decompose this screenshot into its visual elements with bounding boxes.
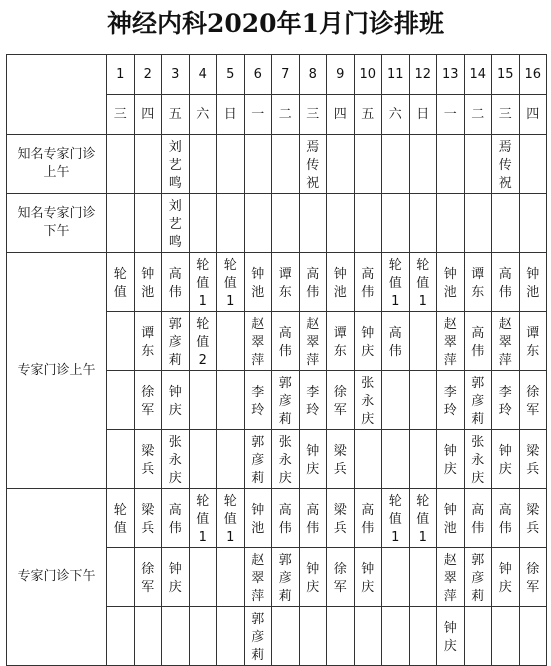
schedule-cell: [217, 312, 245, 371]
schedule-cell: [382, 371, 410, 430]
schedule-cell: [107, 253, 135, 312]
schedule-cell: [299, 312, 327, 371]
page-title: 神经内科2020年1月门诊排班: [107, 9, 444, 38]
schedule-cell: [437, 489, 465, 548]
doctor-name: 徐军: [526, 385, 540, 418]
schedule-cell: [437, 430, 465, 489]
doctor-name: 谭东: [471, 267, 485, 300]
schedule-cell: [409, 371, 437, 430]
schedule-cell: [134, 312, 162, 371]
schedule-cell: [217, 371, 245, 430]
schedule-cell: [382, 253, 410, 312]
day-number-8: 8: [299, 55, 327, 95]
corner-cell: [7, 55, 107, 135]
schedule-cell: [437, 135, 465, 194]
doctor-name: 高伟: [471, 503, 485, 536]
schedule-cell: [134, 607, 162, 666]
doctor-name: 徐军: [141, 562, 155, 595]
doctor-name: 郭彦莉: [251, 612, 265, 663]
schedule-cell: [244, 430, 272, 489]
schedule-cell: [492, 548, 520, 607]
doctor-name: 钟庆: [168, 385, 182, 418]
schedule-cell: [299, 194, 327, 253]
schedule-cell: [382, 607, 410, 666]
doctor-name: 焉传祝: [306, 140, 320, 191]
doctor-name: 梁兵: [333, 503, 347, 536]
schedule-cell: [244, 607, 272, 666]
doctor-name: 梁兵: [141, 503, 155, 536]
schedule-cell: [107, 312, 135, 371]
doctor-name: 赵翠萍: [498, 317, 512, 368]
schedule-cell: [409, 548, 437, 607]
doctor-name: 郭彦莉: [168, 317, 182, 368]
doctor-name: 高伟: [498, 503, 512, 536]
schedule-cell: [272, 253, 300, 312]
schedule-cell: [409, 194, 437, 253]
schedule-cell: [162, 135, 190, 194]
weekday-5: 日: [217, 95, 245, 135]
weekday-6: 一: [244, 95, 272, 135]
doctor-name: 张永庆: [471, 435, 485, 486]
day-number-15: 15: [492, 55, 520, 95]
schedule-cell: [107, 371, 135, 430]
header-row-days: [7, 55, 547, 95]
schedule-cell: [464, 489, 492, 548]
schedule-cell: [217, 607, 245, 666]
schedule-cell: [327, 135, 355, 194]
doctor-name: 梁兵: [141, 444, 155, 477]
doctor-name: 高伟: [388, 326, 402, 359]
schedule-cell: [464, 312, 492, 371]
doctor-name: 张永庆: [168, 435, 182, 486]
schedule-cell: [134, 371, 162, 430]
schedule-cell: [409, 253, 437, 312]
schedule-cell: [244, 312, 272, 371]
schedule-cell: [519, 489, 547, 548]
doctor-name: 钟庆: [361, 326, 375, 359]
schedule-cell: [107, 194, 135, 253]
schedule-cell: [162, 489, 190, 548]
schedule-cell: [492, 489, 520, 548]
doctor-name: 梁兵: [526, 444, 540, 477]
schedule-cell: [382, 194, 410, 253]
doctor-name: 郭彦莉: [471, 376, 485, 427]
schedule-cell: [409, 489, 437, 548]
doctor-name: 高伟: [361, 503, 375, 536]
doctor-name: 钟池: [251, 503, 265, 536]
schedule-cell: [272, 489, 300, 548]
doctor-name: 刘艺鸣: [168, 199, 182, 250]
schedule-cell: [244, 194, 272, 253]
doctor-name: 郭彦莉: [471, 553, 485, 604]
schedule-cell: [107, 135, 135, 194]
doctor-name: 钟池: [526, 267, 540, 300]
schedule-cell: [327, 194, 355, 253]
doctor-name: 李玲: [443, 385, 457, 418]
schedule-cell: [189, 312, 217, 371]
schedule-cell: [382, 489, 410, 548]
schedule-cell: [134, 194, 162, 253]
doctor-name: 张永庆: [278, 435, 292, 486]
day-number-10: 10: [354, 55, 382, 95]
doctor-name: 谭东: [526, 326, 540, 359]
schedule-cell: [409, 430, 437, 489]
schedule-cell: [492, 253, 520, 312]
weekday-8: 三: [299, 95, 327, 135]
doctor-name: 钟庆: [443, 444, 457, 477]
schedule-cell: [327, 489, 355, 548]
schedule-cell: [299, 607, 327, 666]
schedule-cell: [519, 135, 547, 194]
schedule-cell: [299, 548, 327, 607]
schedule-cell: [354, 312, 382, 371]
doctor-name: 钟庆: [498, 444, 512, 477]
doctor-name: 徐军: [141, 385, 155, 418]
schedule-cell: [519, 371, 547, 430]
schedule-cell: [437, 548, 465, 607]
doctor-name: 高伟: [278, 503, 292, 536]
doctor-name: 轮值1: [196, 494, 210, 545]
schedule-cell: [189, 607, 217, 666]
day-number-13: 13: [437, 55, 465, 95]
schedule-cell: [492, 135, 520, 194]
doctor-name: 钟庆: [361, 562, 375, 595]
section-label: 知名专家门诊下午: [7, 194, 107, 253]
doctor-name: 高伟: [306, 267, 320, 300]
schedule-cell: [464, 194, 492, 253]
schedule-cell: [244, 548, 272, 607]
schedule-cell: [354, 253, 382, 312]
schedule-cell: [464, 548, 492, 607]
doctor-name: 高伟: [471, 326, 485, 359]
schedule-row: [7, 489, 547, 548]
doctor-name: 高伟: [168, 267, 182, 300]
schedule-cell: [162, 371, 190, 430]
schedule-cell: [464, 607, 492, 666]
schedule-cell: [134, 135, 162, 194]
doctor-name: 钟池: [141, 267, 155, 300]
schedule-cell: [299, 135, 327, 194]
weekday-10: 五: [354, 95, 382, 135]
doctor-name: 刘艺鸣: [168, 140, 182, 191]
doctor-name: 张永庆: [361, 376, 375, 427]
schedule-cell: [409, 607, 437, 666]
schedule-cell: [382, 548, 410, 607]
weekday-11: 六: [382, 95, 410, 135]
schedule-cell: [162, 607, 190, 666]
doctor-name: 徐军: [333, 562, 347, 595]
schedule-cell: [464, 135, 492, 194]
schedule-cell: [272, 371, 300, 430]
schedule-cell: [327, 312, 355, 371]
doctor-name: 徐军: [333, 385, 347, 418]
doctor-name: 徐军: [526, 562, 540, 595]
schedule-table: [6, 54, 547, 666]
weekday-7: 二: [272, 95, 300, 135]
doctor-name: 轮值1: [416, 258, 430, 309]
schedule-cell: [189, 135, 217, 194]
schedule-cell: [272, 194, 300, 253]
schedule-cell: [492, 607, 520, 666]
weekday-15: 三: [492, 95, 520, 135]
schedule-cell: [492, 371, 520, 430]
schedule-cell: [354, 489, 382, 548]
doctor-name: 轮值: [113, 267, 127, 300]
schedule-cell: [519, 194, 547, 253]
schedule-cell: [354, 430, 382, 489]
schedule-cell: [437, 253, 465, 312]
schedule-cell: [492, 194, 520, 253]
weekday-14: 二: [464, 95, 492, 135]
schedule-cell: [189, 253, 217, 312]
section-label: 专家门诊上午: [7, 253, 107, 489]
doctor-name: 钟池: [251, 267, 265, 300]
schedule-cell: [134, 489, 162, 548]
schedule-cell: [354, 607, 382, 666]
doctor-name: 钟庆: [498, 562, 512, 595]
doctor-name: 高伟: [306, 503, 320, 536]
doctor-name: 赵翠萍: [251, 317, 265, 368]
schedule-cell: [437, 607, 465, 666]
weekday-12: 日: [409, 95, 437, 135]
schedule-cell: [272, 312, 300, 371]
doctor-name: 轮值: [113, 503, 127, 536]
weekday-1: 三: [107, 95, 135, 135]
day-number-16: 16: [519, 55, 547, 95]
schedule-cell: [327, 607, 355, 666]
schedule-cell: [327, 430, 355, 489]
schedule-cell: [189, 548, 217, 607]
doctor-name: 高伟: [498, 267, 512, 300]
schedule-cell: [107, 489, 135, 548]
schedule-cell: [189, 371, 217, 430]
doctor-name: 谭东: [141, 326, 155, 359]
weekday-4: 六: [189, 95, 217, 135]
doctor-name: 钟池: [443, 503, 457, 536]
schedule-cell: [189, 489, 217, 548]
schedule-cell: [299, 430, 327, 489]
schedule-cell: [217, 430, 245, 489]
schedule-cell: [217, 194, 245, 253]
schedule-row: [7, 194, 547, 253]
schedule-cell: [244, 253, 272, 312]
doctor-name: 轮值1: [388, 258, 402, 309]
schedule-cell: [162, 194, 190, 253]
schedule-cell: [437, 371, 465, 430]
doctor-name: 钟庆: [306, 562, 320, 595]
doctor-name: 高伟: [168, 503, 182, 536]
schedule-cell: [244, 371, 272, 430]
schedule-cell: [217, 253, 245, 312]
schedule-cell: [162, 253, 190, 312]
schedule-cell: [189, 430, 217, 489]
schedule-cell: [134, 548, 162, 607]
doctor-name: 轮值1: [416, 494, 430, 545]
schedule-cell: [134, 430, 162, 489]
schedule-cell: [519, 548, 547, 607]
schedule-cell: [382, 135, 410, 194]
day-number-3: 3: [162, 55, 190, 95]
schedule-cell: [327, 371, 355, 430]
doctor-name: 轮值1: [223, 494, 237, 545]
day-number-6: 6: [244, 55, 272, 95]
day-number-4: 4: [189, 55, 217, 95]
day-number-9: 9: [327, 55, 355, 95]
day-number-7: 7: [272, 55, 300, 95]
doctor-name: 高伟: [361, 267, 375, 300]
schedule-cell: [519, 253, 547, 312]
schedule-cell: [134, 253, 162, 312]
schedule-cell: [244, 135, 272, 194]
doctor-name: 谭东: [278, 267, 292, 300]
schedule-cell: [382, 312, 410, 371]
schedule-cell: [272, 430, 300, 489]
day-number-5: 5: [217, 55, 245, 95]
schedule-cell: [162, 312, 190, 371]
weekday-3: 五: [162, 95, 190, 135]
section-label: 专家门诊下午: [7, 489, 107, 666]
schedule-cell: [492, 312, 520, 371]
doctor-name: 轮值1: [223, 258, 237, 309]
schedule-cell: [299, 371, 327, 430]
schedule-cell: [217, 135, 245, 194]
schedule-cell: [107, 430, 135, 489]
doctor-name: 钟庆: [443, 621, 457, 654]
doctor-name: 李玲: [498, 385, 512, 418]
day-number-12: 12: [409, 55, 437, 95]
schedule-cell: [409, 135, 437, 194]
schedule-cell: [354, 194, 382, 253]
doctor-name: 赵翠萍: [251, 553, 265, 604]
doctor-name: 赵翠萍: [443, 317, 457, 368]
doctor-name: 谭东: [333, 326, 347, 359]
doctor-name: 轮值2: [196, 317, 210, 368]
day-number-14: 14: [464, 55, 492, 95]
schedule-cell: [107, 548, 135, 607]
schedule-cell: [299, 489, 327, 548]
schedule-cell: [519, 607, 547, 666]
schedule-cell: [217, 489, 245, 548]
doctor-name: 郭彦莉: [251, 435, 265, 486]
doctor-name: 轮值1: [196, 258, 210, 309]
schedule-cell: [519, 312, 547, 371]
doctor-name: 李玲: [251, 385, 265, 418]
schedule-cell: [217, 548, 245, 607]
doctor-name: 钟池: [333, 267, 347, 300]
schedule-cell: [272, 548, 300, 607]
schedule-cell: [272, 135, 300, 194]
doctor-name: 钟池: [443, 267, 457, 300]
schedule-cell: [327, 548, 355, 607]
schedule-cell: [409, 312, 437, 371]
doctor-name: 高伟: [278, 326, 292, 359]
doctor-name: 钟庆: [306, 444, 320, 477]
doctor-name: 梁兵: [333, 444, 347, 477]
schedule-cell: [189, 194, 217, 253]
doctor-name: 钟庆: [168, 562, 182, 595]
schedule-cell: [354, 135, 382, 194]
section-label: 知名专家门诊上午: [7, 135, 107, 194]
schedule-row: [7, 135, 547, 194]
schedule-cell: [519, 430, 547, 489]
weekday-13: 一: [437, 95, 465, 135]
day-number-11: 11: [382, 55, 410, 95]
schedule-cell: [382, 430, 410, 489]
schedule-cell: [437, 312, 465, 371]
doctor-name: 轮值1: [388, 494, 402, 545]
schedule-cell: [107, 607, 135, 666]
doctor-name: 梁兵: [526, 503, 540, 536]
doctor-name: 赵翠萍: [306, 317, 320, 368]
schedule-cell: [162, 430, 190, 489]
doctor-name: 郭彦莉: [278, 553, 292, 604]
day-number-2: 2: [134, 55, 162, 95]
schedule-cell: [464, 430, 492, 489]
schedule-cell: [464, 371, 492, 430]
schedule-cell: [327, 253, 355, 312]
schedule-cell: [244, 489, 272, 548]
schedule-cell: [464, 253, 492, 312]
weekday-2: 四: [134, 95, 162, 135]
schedule-cell: [299, 253, 327, 312]
doctor-name: 郭彦莉: [278, 376, 292, 427]
schedule-cell: [492, 430, 520, 489]
doctor-name: 李玲: [306, 385, 320, 418]
schedule-row: [7, 253, 547, 312]
schedule-cell: [354, 371, 382, 430]
weekday-16: 四: [519, 95, 547, 135]
schedule-cell: [272, 607, 300, 666]
doctor-name: 赵翠萍: [443, 553, 457, 604]
weekday-9: 四: [327, 95, 355, 135]
schedule-cell: [162, 548, 190, 607]
day-number-1: 1: [107, 55, 135, 95]
schedule-cell: [354, 548, 382, 607]
doctor-name: 焉传祝: [498, 140, 512, 191]
schedule-cell: [437, 194, 465, 253]
